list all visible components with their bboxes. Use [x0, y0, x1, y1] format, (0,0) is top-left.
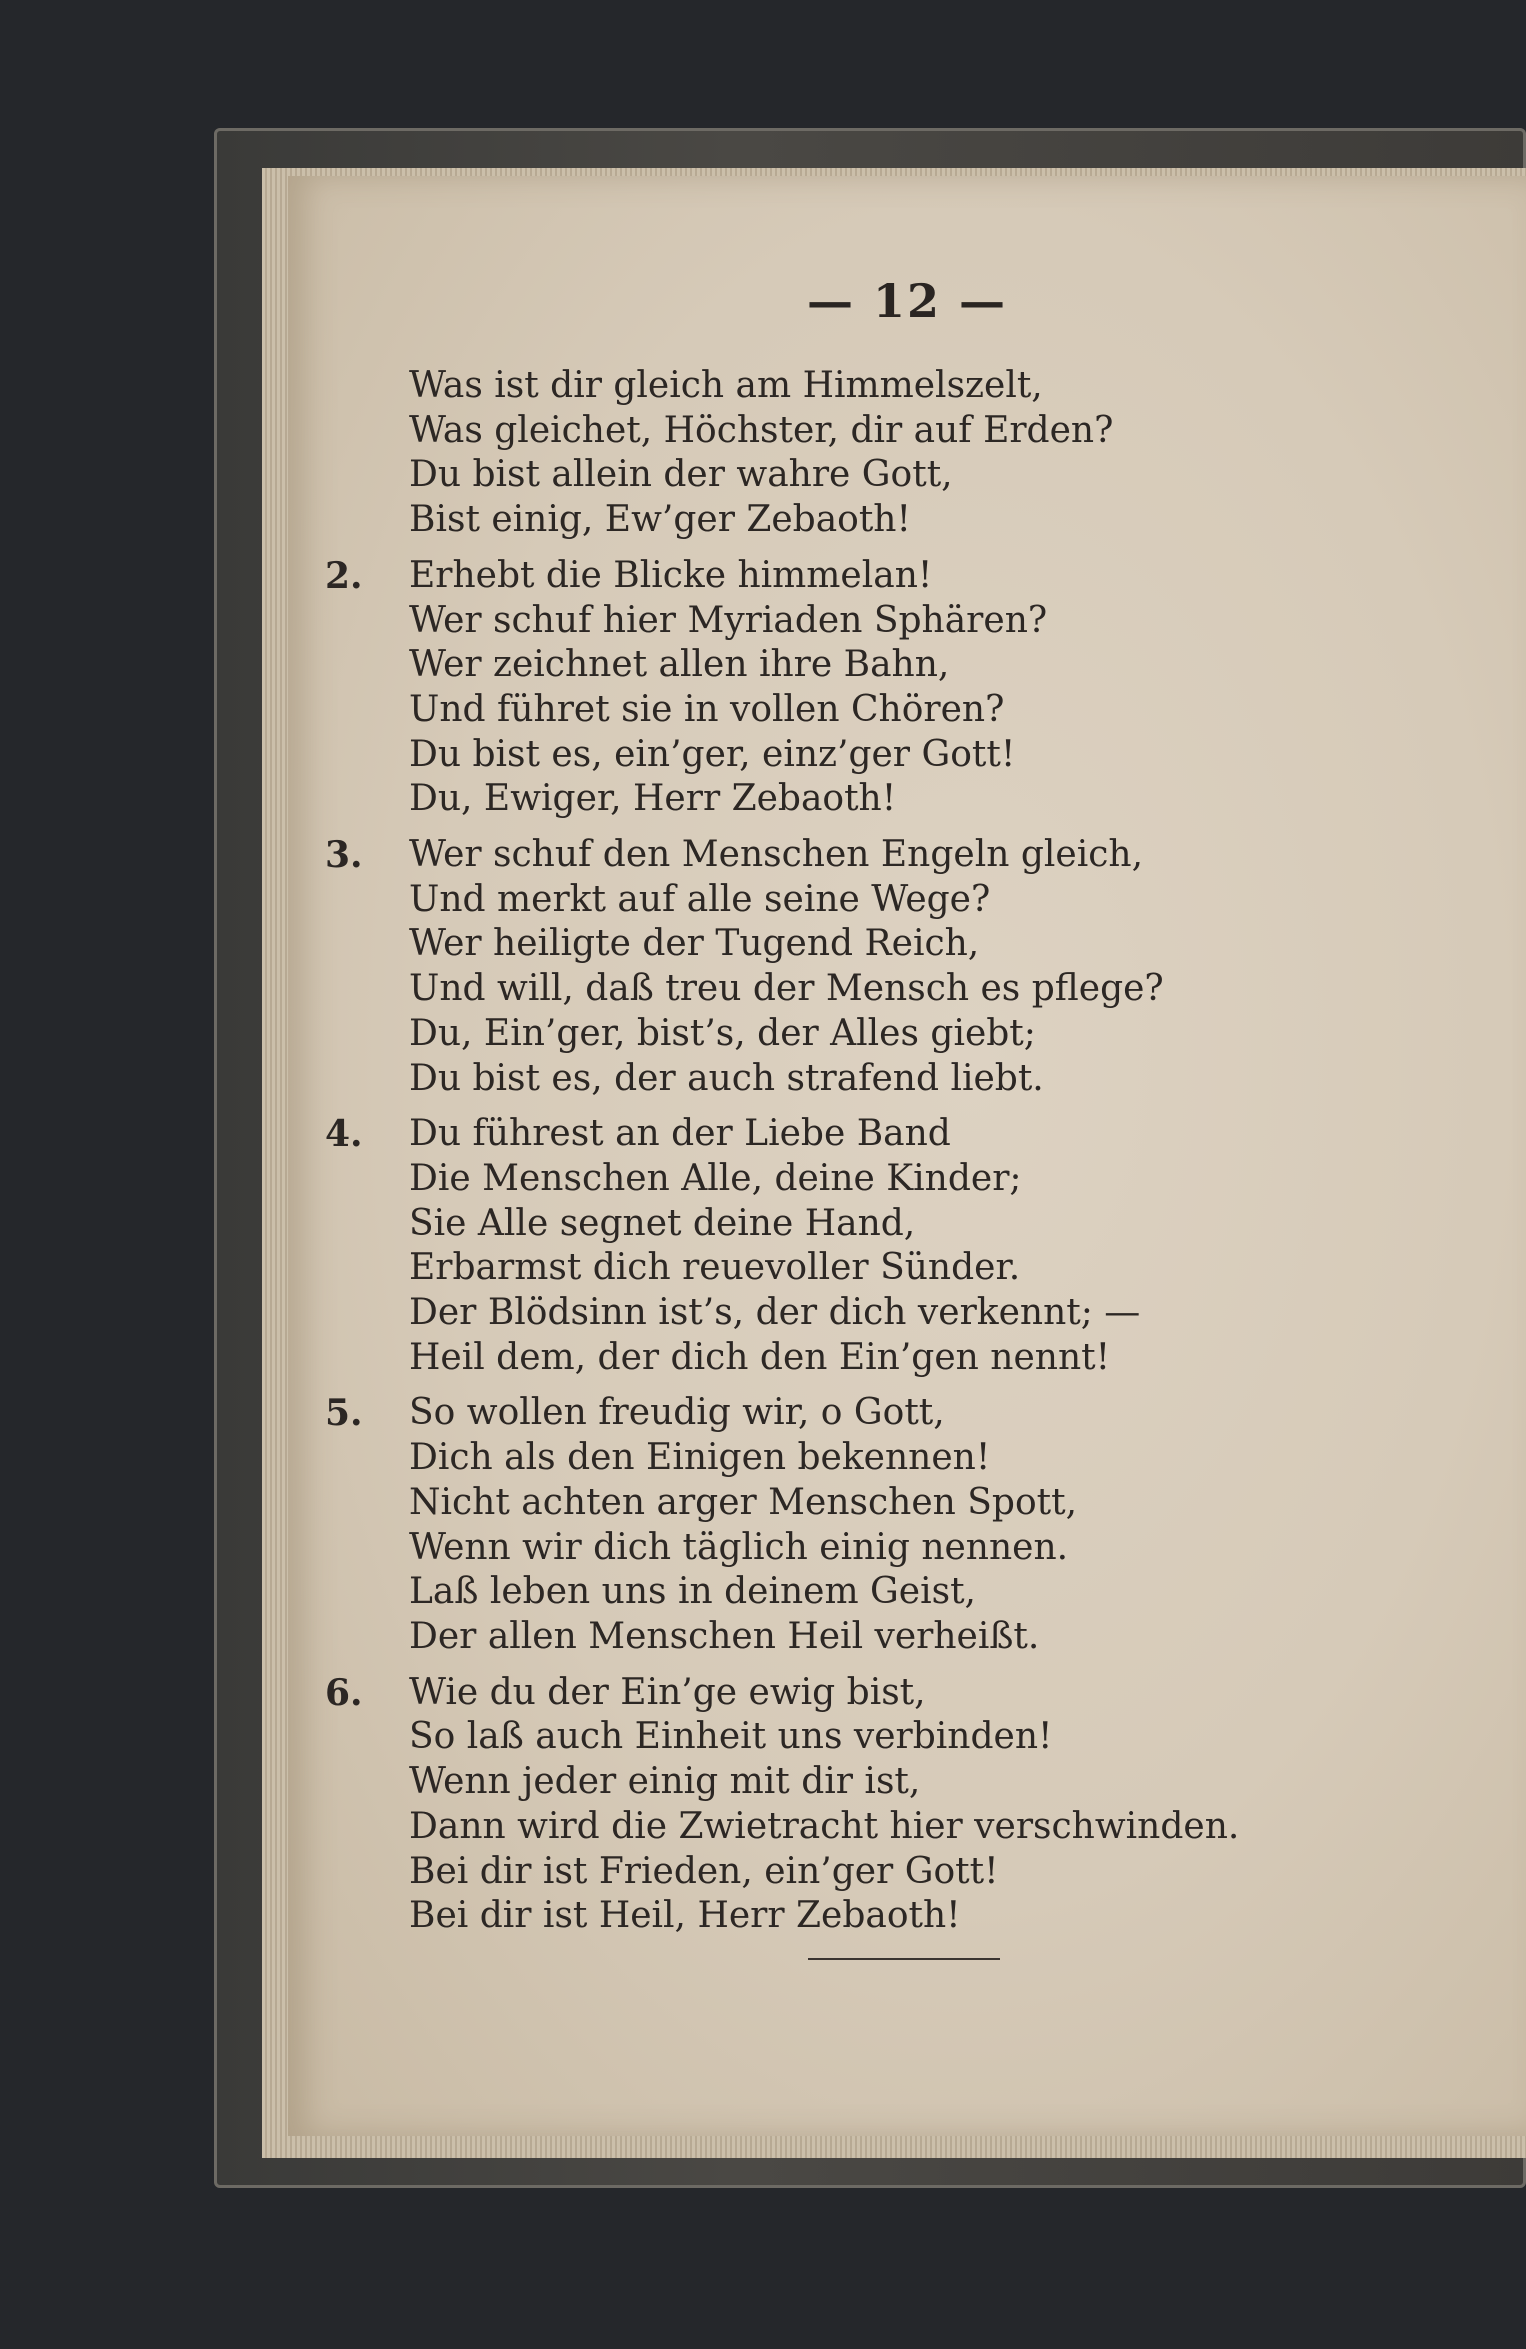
verse-line: Dann wird die Zwietracht hier verschwinden.: [409, 1805, 1240, 1847]
verse-line: Heil dem, der dich den Ein’gen nennt!: [409, 1336, 1111, 1378]
verse-line: Dich als den Einigen bekennen!: [409, 1437, 991, 1479]
verse-line: Und will, daß treu der Mensch es pflege?: [409, 968, 1164, 1010]
stanza-5: [325, 1391, 1469, 1659]
poem: [325, 364, 1469, 1950]
stanza-number: 2.: [325, 554, 363, 597]
verse-line: Wer schuf hier Myriaden Sphären?: [409, 599, 1048, 641]
verse-line: Du führest an der Liebe Band: [409, 1113, 951, 1155]
stanza-6: [325, 1671, 1469, 1939]
verse-line: Du bist es, der auch strafend liebt.: [409, 1057, 1044, 1099]
verse-line: Du, Ein’ger, bist’s, der Alles giebt;: [409, 1012, 1036, 1054]
stanza-1: [409, 364, 1469, 543]
stanza-2: [325, 554, 1469, 822]
stanza-number: 3.: [325, 834, 363, 877]
verse-line: Wer schuf den Menschen Engeln gleich,: [409, 834, 1144, 876]
page-number: — 12 —: [806, 274, 1008, 328]
verse-line: Bei dir ist Frieden, ein’ger Gott!: [409, 1850, 999, 1892]
verse-line: So laß auch Einheit uns verbinden!: [409, 1716, 1053, 1758]
verse-line: So wollen freudig wir, o Gott,: [409, 1392, 945, 1434]
verse-line: Wenn jeder einig mit dir ist,: [409, 1761, 921, 1803]
verse-line: Sie Alle segnet deine Hand,: [409, 1202, 916, 1244]
verse-line: Du bist allein der wahre Gott,: [409, 454, 953, 496]
verse-line: Erbarmst dich reuevoller Sünder.: [409, 1247, 1021, 1289]
stanza-number: 4.: [325, 1113, 363, 1156]
verse-line: Was ist dir gleich am Himmelszelt,: [409, 365, 1043, 406]
verse-line: Bei dir ist Heil, Herr Zebaoth!: [409, 1895, 961, 1937]
verse-line: Und führet sie in vollen Chören?: [409, 688, 1005, 730]
verse-line: Was gleichet, Höchster, dir auf Erden?: [409, 409, 1114, 451]
verse-line: Nicht achten arger Menschen Spott,: [409, 1481, 1078, 1523]
verse-line: Wenn wir dich täglich einig nennen.: [409, 1526, 1069, 1568]
verse-line: Du, Ewiger, Herr Zebaoth!: [409, 778, 897, 820]
verse-line: Der Blödsinn ist’s, der dich verkennt; —: [409, 1292, 1141, 1334]
verse-line: Wer heiligte der Tugend Reich,: [409, 923, 980, 965]
verse-line: Laß leben uns in deinem Geist,: [409, 1571, 976, 1613]
stanza-3: [325, 833, 1469, 1101]
verse-line: Die Menschen Alle, deine Kinder;: [409, 1157, 1022, 1199]
verse-line: Wer zeichnet allen ihre Bahn,: [409, 644, 950, 686]
verse-line: Du bist es, ein’ger, einz’ger Gott!: [409, 733, 1016, 775]
verse-line: Erhebt die Blicke himmelan!: [409, 554, 933, 596]
verse-line: Bist einig, Ew’ger Zebaoth!: [409, 499, 911, 541]
verse-line: Wie du der Ein’ge ewig bist,: [409, 1671, 926, 1713]
stanza-number: 5.: [325, 1392, 363, 1435]
stanza-4: [325, 1112, 1469, 1380]
verse-line: Der allen Menschen Heil verheißt.: [409, 1615, 1040, 1657]
stanza-number: 6.: [325, 1671, 363, 1714]
verse-line: Und merkt auf alle seine Wege?: [409, 878, 991, 920]
end-rule: [808, 1958, 1000, 1960]
book-page: [288, 176, 1526, 2136]
